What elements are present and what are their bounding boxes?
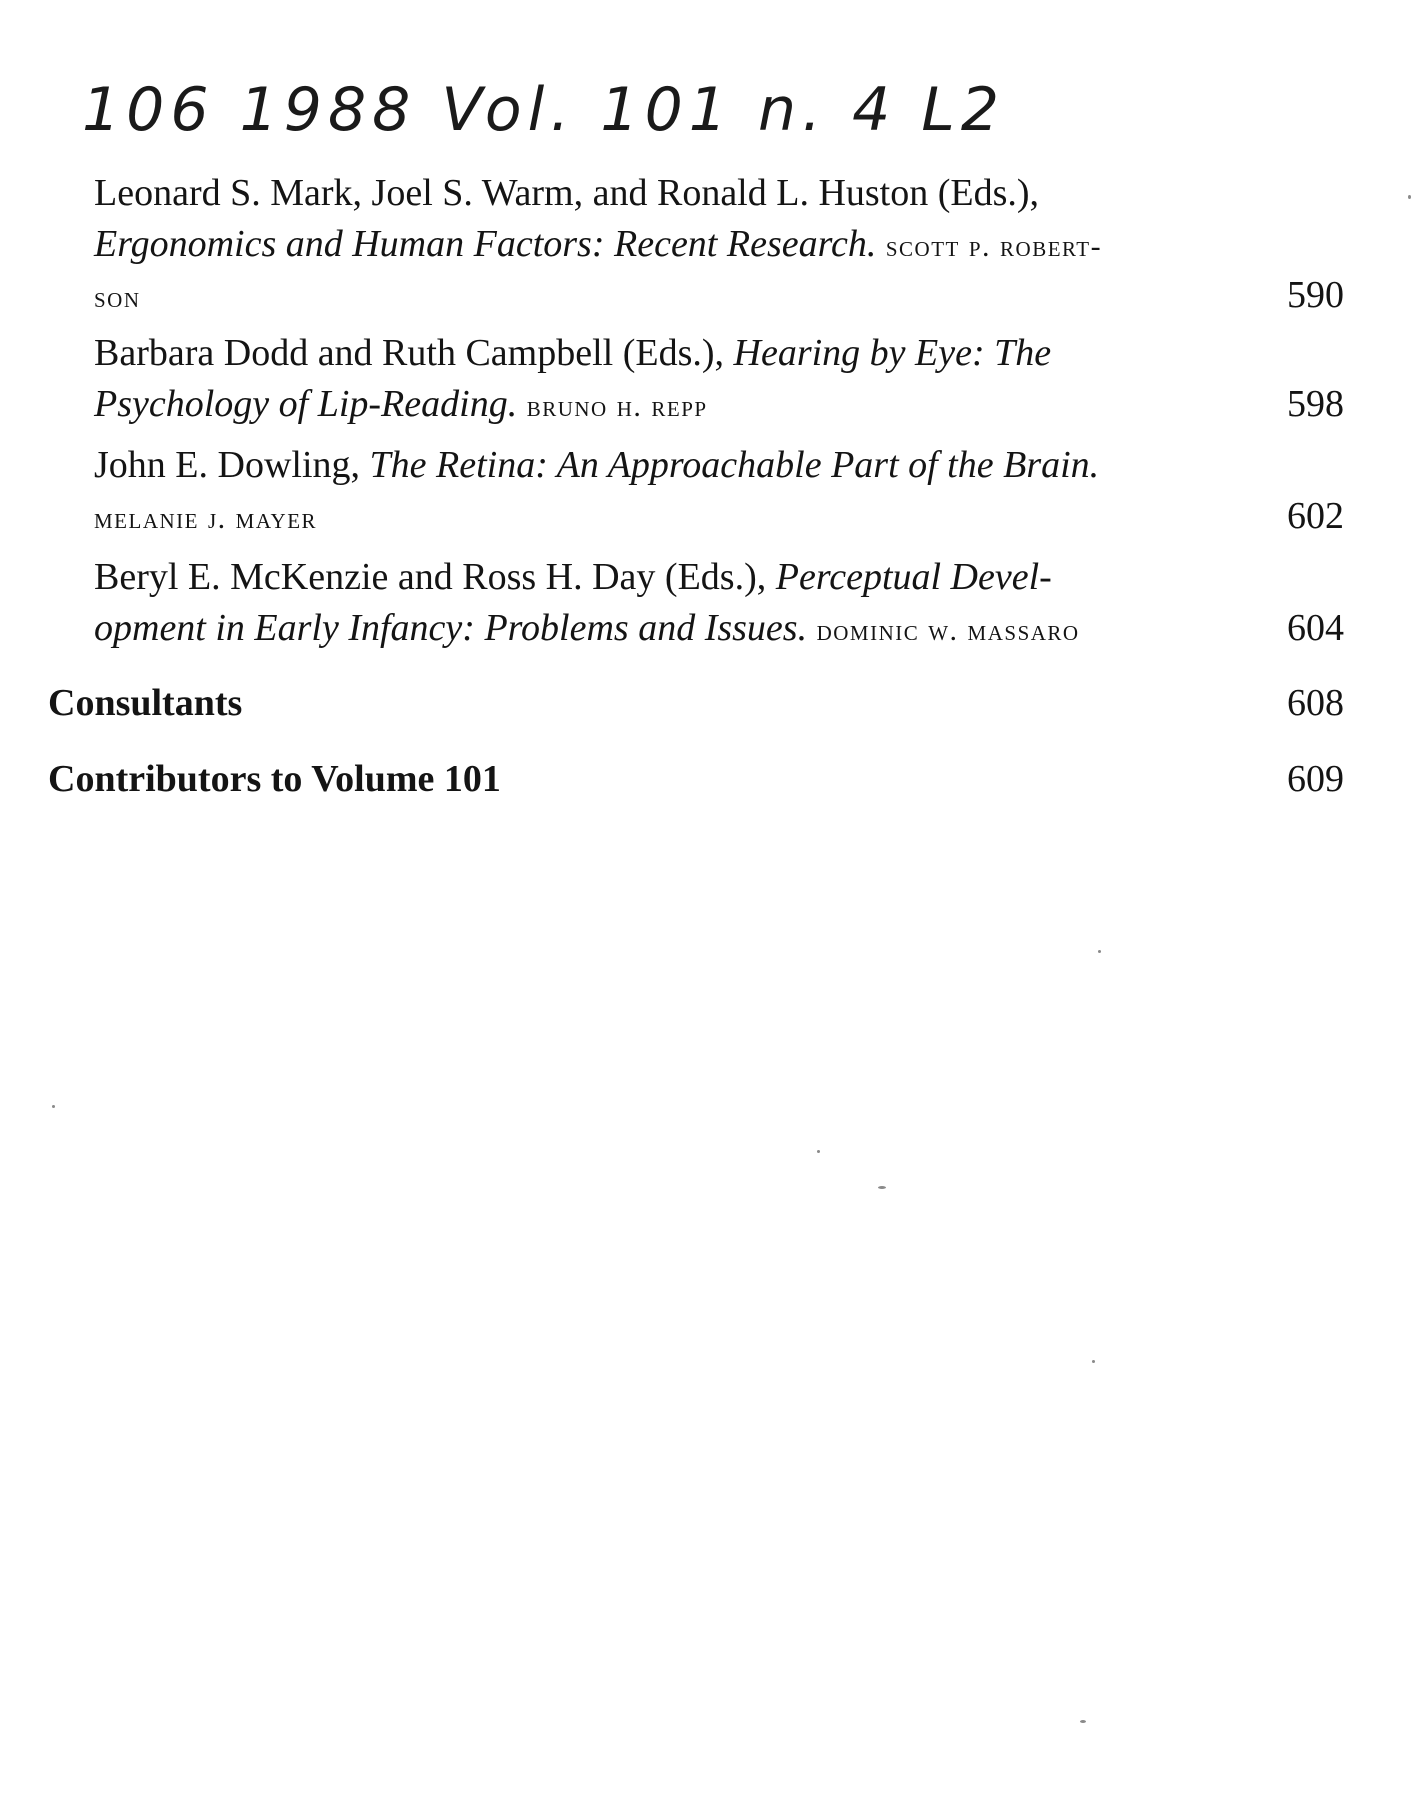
handwritten-annotation: [82, 60, 1272, 160]
scan-speck: [1080, 1720, 1086, 1723]
reviewer-name-cont: son: [94, 281, 141, 314]
entry-line: Leonard S. Mark, Joel S. Warm, and Ronald L. Huston (Eds.),: [94, 172, 1040, 214]
page-number: 598: [1287, 383, 1344, 425]
reviewer-name: melanie j. mayer: [94, 502, 318, 535]
entry-line: [94, 379, 1344, 430]
reviewer-name: dominic w. massaro: [816, 614, 1080, 647]
book-title-cont: opment in Early Infancy: Problems and Issues.: [94, 607, 808, 649]
page-number: 590: [1287, 274, 1344, 316]
scan-speck: [817, 1150, 820, 1153]
scan-speck: [1092, 1360, 1095, 1363]
reviewer-name: bruno h. repp: [526, 390, 708, 423]
book-title: The Retina: An Approachable Part of the Brain.: [369, 444, 1100, 486]
author: John E. Dowling,: [94, 444, 360, 486]
toc-entry-mckenzie: [94, 552, 1344, 654]
page-number: 609: [1287, 758, 1344, 800]
toc-entry-mark: [94, 168, 1344, 321]
scan-speck: [1098, 950, 1101, 953]
toc-entry-dodd: [94, 328, 1344, 430]
editors: Barbara Dodd and Ruth Campbell (Eds.),: [94, 332, 725, 374]
reviewer-name: scott p. robert-: [885, 230, 1103, 263]
entry-line: [94, 270, 1344, 321]
section-contributors: [48, 754, 1344, 805]
page-number: 604: [1287, 607, 1344, 649]
section-consultants: [48, 678, 1344, 729]
handwritten-text: 106 1988 Vol. 101 n. 4 L2: [82, 75, 1006, 145]
book-title-cont: Psychology of Lip-Reading.: [94, 383, 518, 425]
section-title: Contributors to Volume 101: [48, 758, 501, 800]
editors: Beryl E. McKenzie and Ross H. Day (Eds.),: [94, 556, 767, 598]
entry-line: [94, 603, 1344, 654]
handwriting-drawing: [82, 60, 1272, 160]
entry-line: [94, 219, 1344, 270]
book-title: Hearing by Eye: The: [733, 332, 1052, 374]
book-title: Perceptual Devel-: [775, 556, 1052, 598]
entry-line: [94, 552, 1344, 603]
scan-speck: [878, 1186, 886, 1189]
scan-speck: [1408, 195, 1411, 199]
entry-line: [94, 440, 1344, 491]
entry-line: [94, 328, 1344, 379]
page-number: 602: [1287, 495, 1344, 537]
page-number: 608: [1287, 682, 1344, 724]
entry-line: [94, 491, 1344, 542]
toc-entry-dowling: [94, 440, 1344, 542]
scan-speck: [52, 1105, 55, 1108]
book-title: Ergonomics and Human Factors: Recent Research.: [94, 223, 877, 265]
section-title: Consultants: [48, 682, 243, 724]
